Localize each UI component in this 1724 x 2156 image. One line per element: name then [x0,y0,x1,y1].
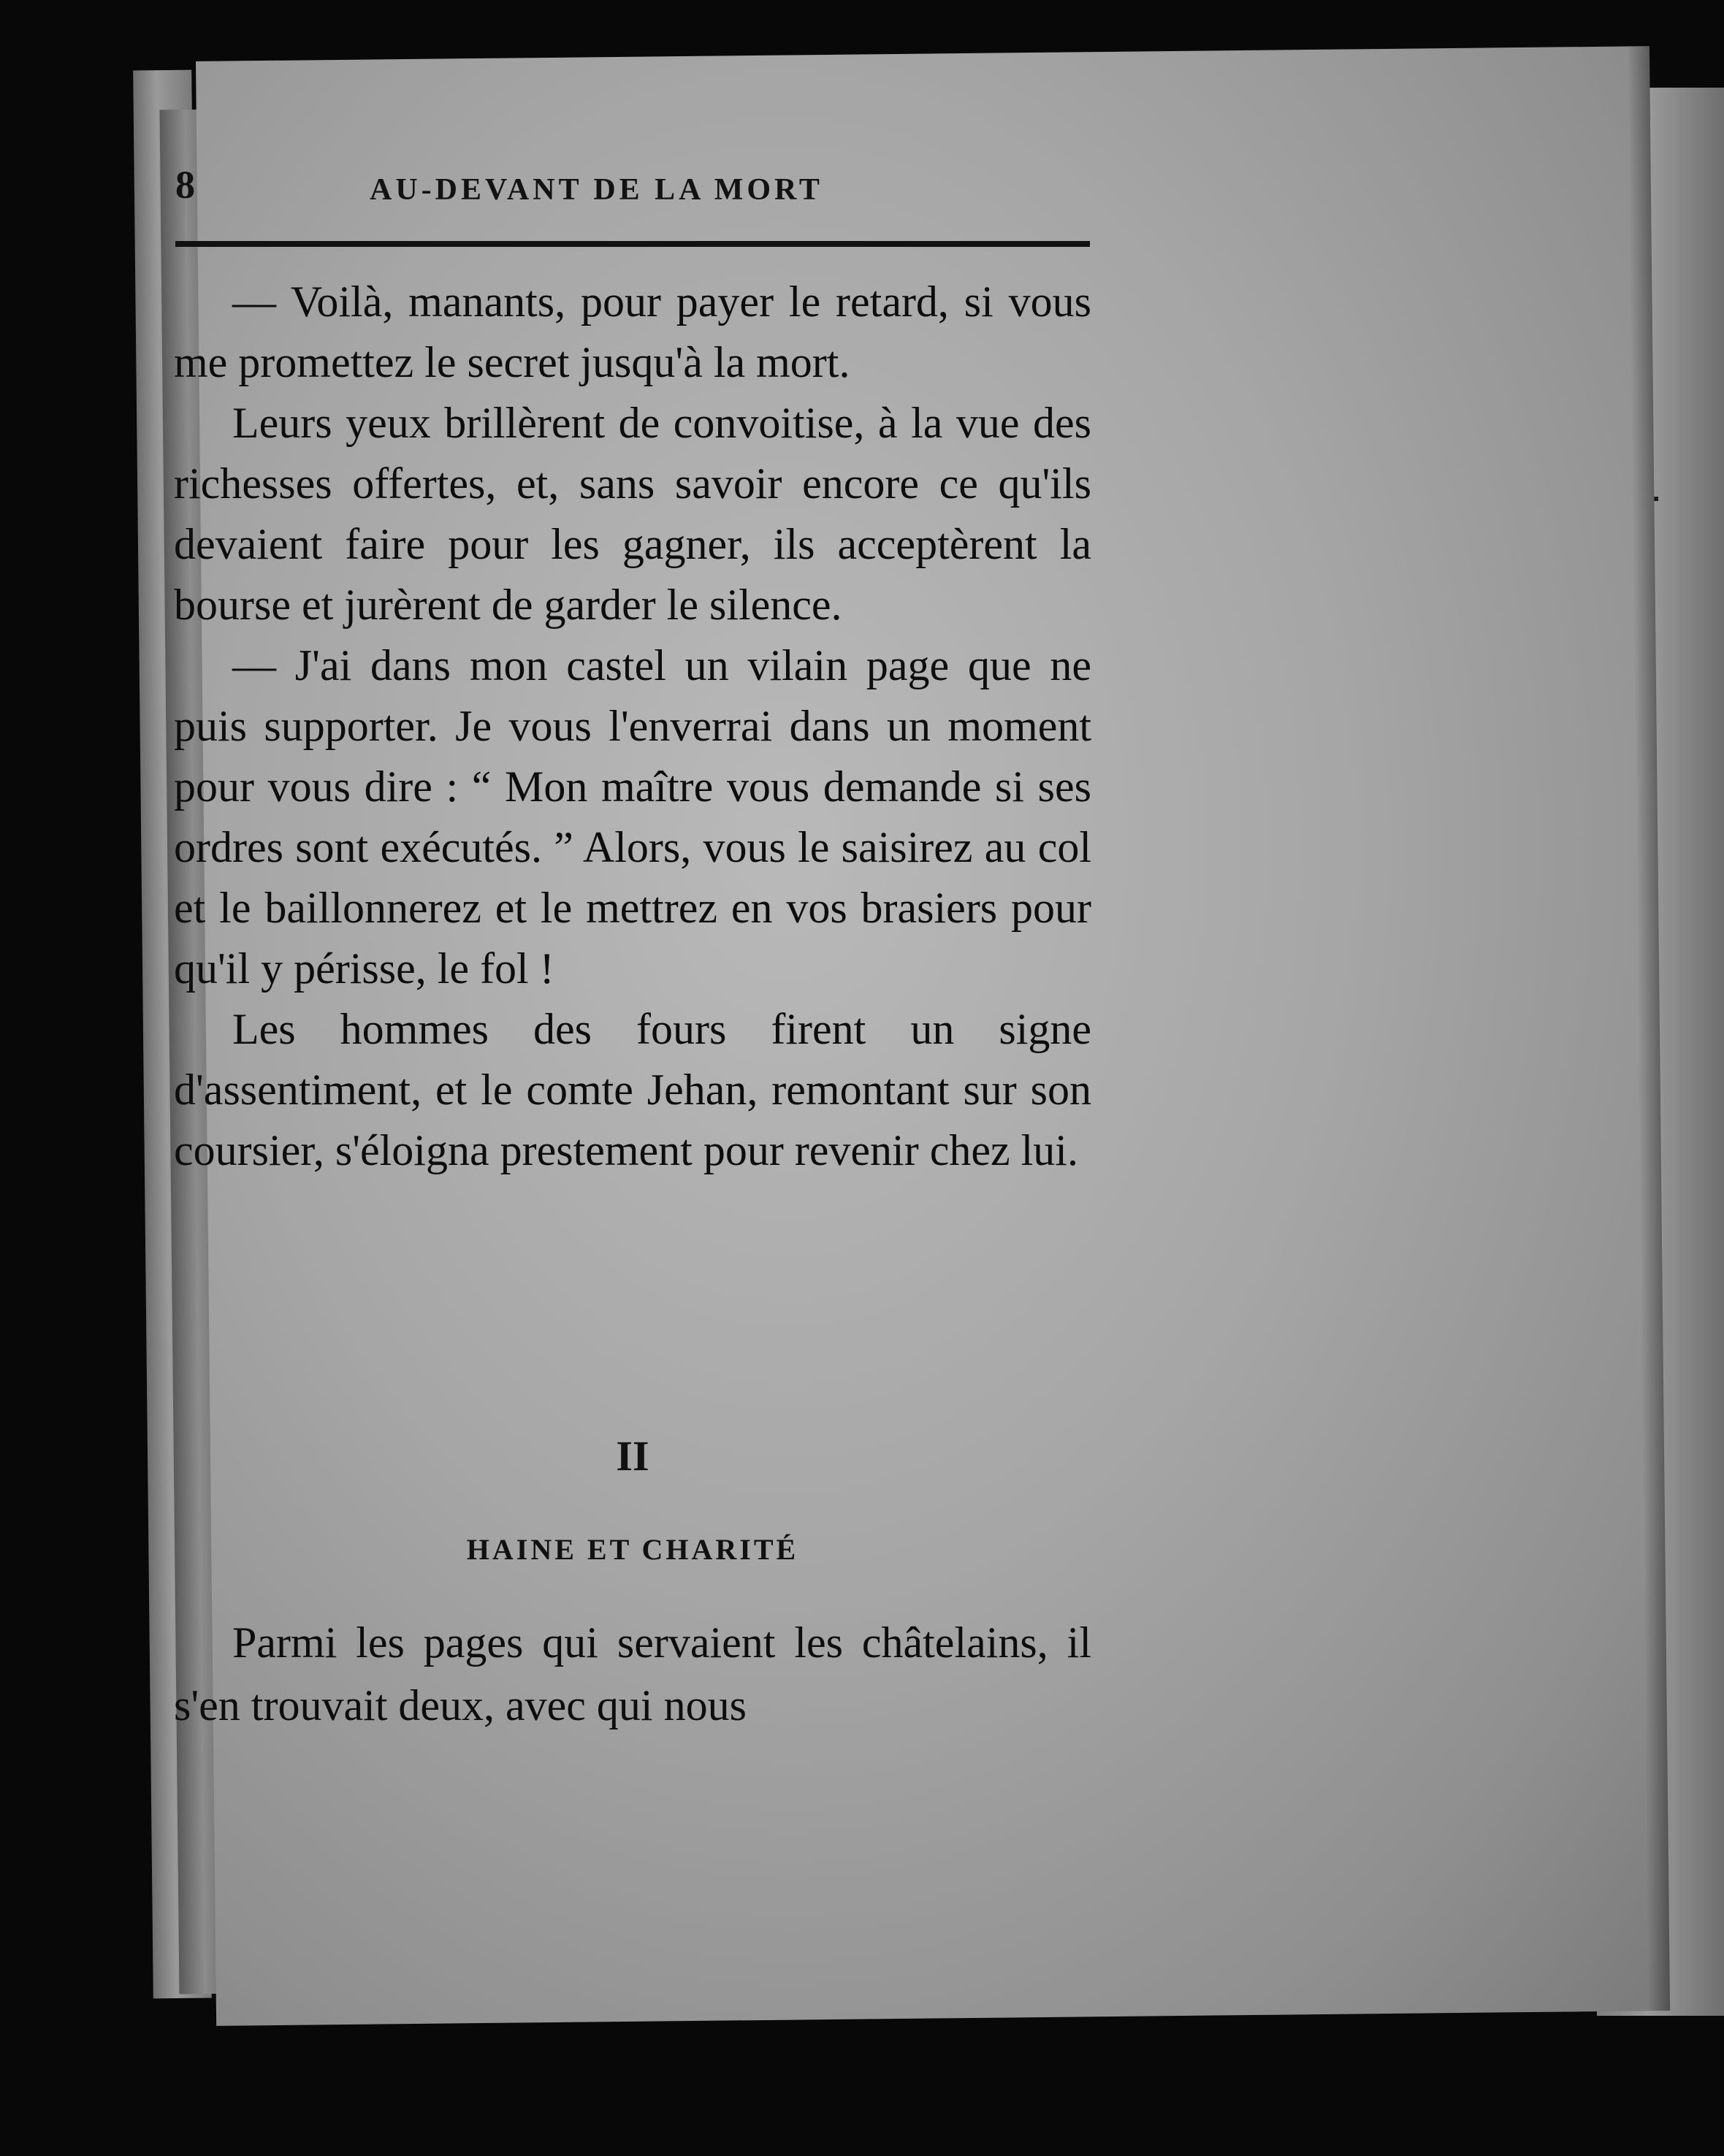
running-title: AU-DEVANT DE LA MORT [370,173,823,207]
section-title: HAINE ET CHARITÉ [466,1533,799,1566]
paragraph: Leurs yeux brillèrent de convoitise, à la vue des richesses offertes, et, sans savoir encore ce qu'ils devaient faire pour les gagner, ils acceptèrent la bourse et jurèrent de garder le silence. [174,399,1091,629]
header-rule [175,241,1090,247]
running-head [175,162,1315,228]
section-number: II [616,1432,649,1480]
paragraph: — J'ai dans mon castel un vilain page que ne puis supporter. Je vous l'enverrai dans un moment pour vous dire : “ Mon maître vous demande si ses ordres sont exécutés. ” Alors, vous le saisirez au col et le baillonnerez et le mettrez en vos brasiers pour qu'il y périsse, le fol ! [174,641,1091,993]
page-number: 8 [175,163,195,207]
section-text [174,1611,1091,1737]
paragraph: Parmi les pages qui servaient les châtelains, il s'en trouvait deux, avec qui nous [174,1618,1091,1729]
paragraph: — Voilà, manants, pour payer le retard, si vous me promettez le secret jusqu'à la mort. [174,278,1091,386]
body-text [174,272,1091,1181]
paragraph: Les hommes des fours firent un signe d'assentiment, et le comte Jehan, remontant sur son coursier, s'éloigna prestement pour revenir chez lui. [174,1005,1091,1174]
